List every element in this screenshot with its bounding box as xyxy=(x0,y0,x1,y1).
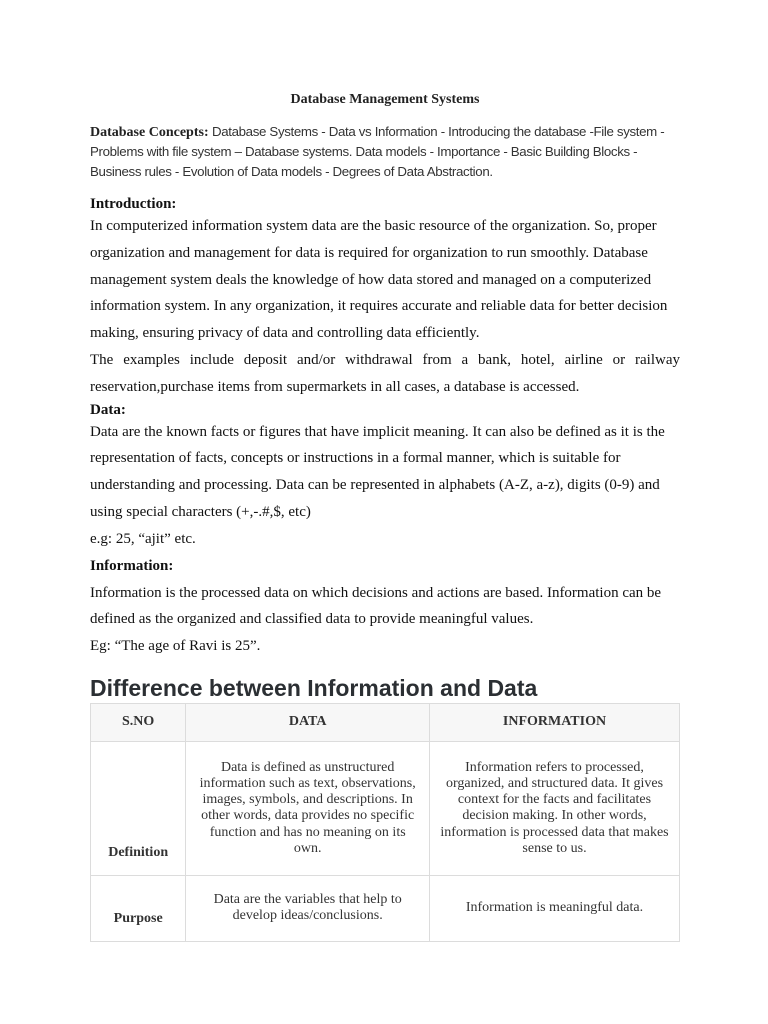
table-row xyxy=(91,741,680,875)
information-paragraph: Information is the processed data on which decisions and actions are based. Information can be defined as the organized and classified data to provide meaningful values. xyxy=(90,584,662,628)
information-example: Eg: “The age of Ravi is 25”. xyxy=(90,638,261,655)
introduction-paragraph: In computerized information system data are the basic resource of the organization. So, proper organization and management for data is required for organization to run smoothly. Database management system deals the knowledge of how data stored and managed on a computerized information system. In any organization, it requires accurate and reliable data for better decision making, ensuring privacy of data and controlling data efficiently. xyxy=(90,218,668,342)
cell-information-purpose: Information is meaningful data. xyxy=(430,875,680,941)
data-heading: Data: xyxy=(90,401,126,418)
data-example: e.g: 25, “ajit” etc. xyxy=(90,530,196,547)
table-header-row xyxy=(91,703,680,741)
header-data: DATA xyxy=(186,703,430,741)
data-paragraph: Data are the known facts or figures that have implicit meaning. It can also be defined as it is the representation of facts, concepts or instructions in a formal manner, which is suitable for understanding and processing. Data can be represented in alphabets (A-Z, a-z), digits (0-9) and using special characters (+,-.#,$, etc) xyxy=(90,423,665,520)
row-label-purpose: Purpose xyxy=(91,875,186,941)
cell-data-definition: Data is defined as unstructured information such as text, observations, images, symbols, and descriptions. In other words, data provides no specific function and has no meaning on its own. xyxy=(186,741,430,875)
header-sno: S.NO xyxy=(91,703,186,741)
information-heading: Information: xyxy=(90,557,174,574)
difference-table xyxy=(90,703,680,942)
document-page xyxy=(90,92,680,942)
document-title: Database Management Systems xyxy=(290,92,480,107)
concepts-paragraph xyxy=(90,122,680,182)
table-row xyxy=(91,875,680,941)
row-label-definition: Definition xyxy=(91,741,186,875)
cell-information-definition: Information refers to processed, organized, and structured data. It gives context for the facts and facilitates decision making. In other words, information is processed data that makes sense to us. xyxy=(430,741,680,875)
difference-heading: Difference between Information and Data xyxy=(90,674,538,701)
examples-line-1: The examples include deposit and/or withdrawal from a bank, hotel, airline or railway xyxy=(90,351,680,368)
concepts-text: Database Systems - Data vs Information - Introducing the database -File system - Problems with file system – Database systems. Data models - Importance - Basic Building Blocks - Business rules - Evolution of Data models - Degrees of Data Abstraction. xyxy=(90,124,665,179)
examples-line-2: reservation,purchase items from supermarkets in all cases, a database is accessed. xyxy=(90,378,580,395)
header-information: INFORMATION xyxy=(430,703,680,741)
introduction-heading: Introduction: xyxy=(90,196,177,212)
concepts-label: Database Concepts: xyxy=(90,125,209,140)
cell-data-purpose: Data are the variables that help to develop ideas/conclusions. xyxy=(186,875,430,941)
